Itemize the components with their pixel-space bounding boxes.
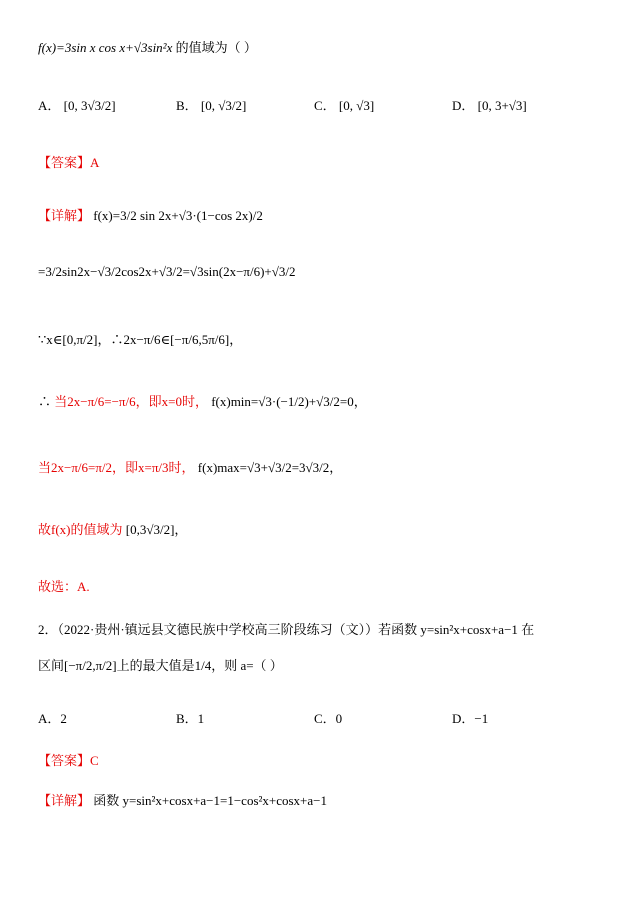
q1-select: [38, 577, 90, 597]
q1-detail-step6: [38, 520, 187, 540]
option-letter: A．: [38, 711, 61, 726]
answer-tag: 【答案】: [38, 753, 91, 768]
q1-answer: [38, 153, 99, 173]
option-letter: C．: [314, 711, 336, 726]
q1-detail-step1: [38, 206, 263, 226]
option-letter: C．: [314, 98, 336, 113]
step-text: =3/2sin2x−√3/2cos2x+√3/2=√3sin(2x−π/6)+√3/2: [38, 264, 296, 279]
step-text: f(x)max=√3+√3/2=3√3/2，: [197, 460, 343, 475]
option-value: 0: [335, 711, 343, 726]
detail-text: 函数 y=sin²x+cosx+a−1=1−cos²x+cosx+a−1: [93, 793, 327, 808]
option-letter: B．: [176, 98, 198, 113]
q2-detail: [38, 791, 327, 811]
q2-option-a[interactable]: [38, 709, 67, 729]
q2-option-c[interactable]: [314, 709, 342, 729]
option-expr: [0, √3/2]: [200, 98, 247, 113]
q2-stem-text: 区间[−π/2,π/2]上的最大值是1/4，则 a=（ ）: [38, 658, 283, 673]
q1-option-b[interactable]: [176, 96, 246, 116]
q2-option-b[interactable]: [176, 709, 204, 729]
step-text: f(x)=3/2 sin 2x+√3·(1−cos 2x)/2: [93, 208, 263, 223]
answer-value: C: [90, 753, 99, 768]
option-letter: D．: [452, 711, 475, 726]
q1-stem-function: f(x)=3sin x cos x+√3sin²x: [38, 40, 173, 55]
option-expr: [0, 3+√3]: [477, 98, 527, 113]
step-text-red: 当2x−π/6=−π/6，即x=0时，: [54, 394, 208, 409]
q2-answer: [38, 751, 99, 771]
step-text: f(x)min=√3·(−1/2)+√3/2=0，: [211, 394, 367, 409]
option-value: 2: [60, 711, 67, 726]
option-letter: B．: [176, 711, 198, 726]
step-text: [0,3√3/2]，: [125, 522, 188, 537]
q1-option-a[interactable]: [38, 96, 116, 116]
q1-detail-step5: [38, 458, 342, 478]
q1-stem-text: 的值域为（ ）: [175, 40, 257, 55]
q2-stem-line2: [38, 656, 283, 676]
answer-value: A: [90, 155, 100, 170]
q2-stem-text: 2．（2022·贵州·镇远县文德民族中学校高三阶段练习（文））若函数 y=sin²x+cosx+a−1 在: [38, 622, 535, 637]
q2-option-d[interactable]: [452, 709, 488, 729]
option-value: −1: [474, 711, 489, 726]
step-text: ∵x∈[0,π/2]，∴2x−π/6∈[−π/6,5π/6]，: [38, 332, 243, 347]
option-letter: A．: [38, 98, 61, 113]
answer-tag: 【答案】: [38, 155, 91, 170]
option-letter: D．: [452, 98, 475, 113]
step-text-red: 故f(x)的值域为: [38, 522, 123, 537]
step-text-red: 当2x−π/6=π/2，即x=π/3时，: [38, 460, 195, 475]
q1-stem: [38, 38, 257, 58]
q1-option-c[interactable]: [314, 96, 374, 116]
option-expr: [0, 3√3/2]: [63, 98, 116, 113]
select-text: 故选：A.: [38, 579, 90, 594]
q2-stem-line1: [38, 620, 534, 640]
q1-detail-step2: [38, 262, 295, 282]
detail-tag: 【详解】: [38, 208, 91, 223]
option-expr: [0, √3]: [338, 98, 375, 113]
q1-option-d[interactable]: [452, 96, 527, 116]
q1-detail-step4: ∴ 当2x−π/6=−π/6，即x=0时， f(x)min=√3·(−1/2)+√3/2=0，: [38, 394, 367, 409]
option-value: 1: [197, 711, 205, 726]
q1-detail-step3: [38, 330, 242, 350]
detail-tag: 【详解】: [38, 793, 91, 808]
